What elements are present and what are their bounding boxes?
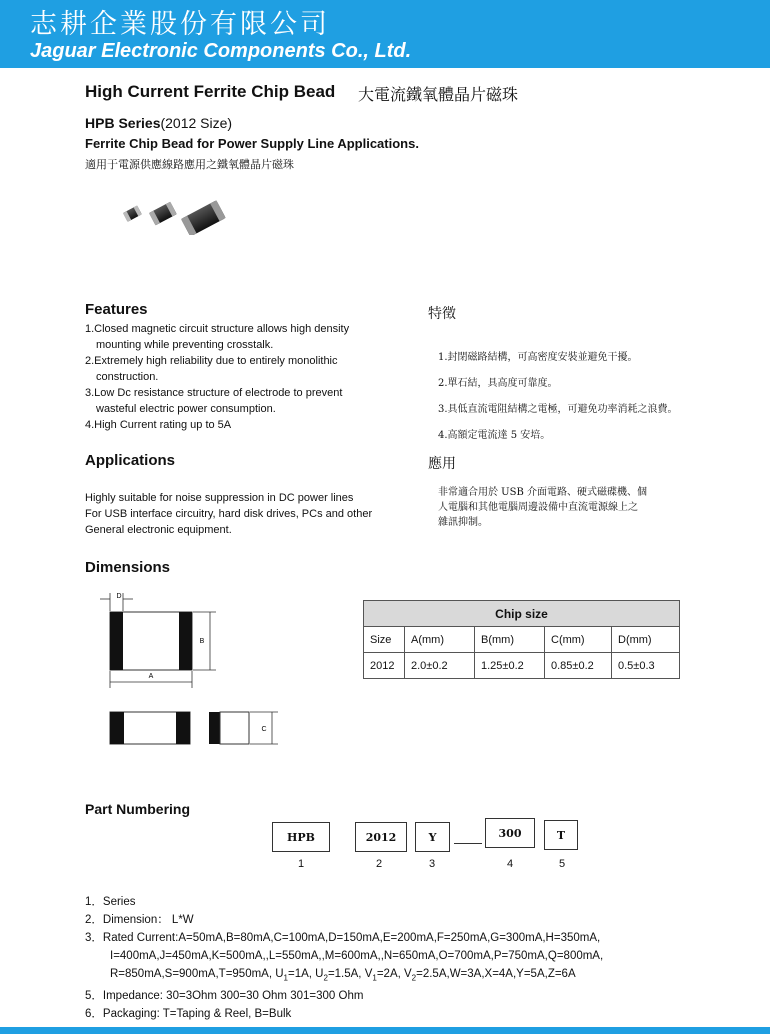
- pn-list-item: 5．Impedance: 30=3Ohm 300=30 Ohm 301=300 Ohm: [85, 990, 364, 1003]
- company-name-cn: 志耕企業股份有限公司: [30, 9, 330, 40]
- pn-number: 3: [428, 858, 436, 870]
- features-heading-cn: 特徵: [428, 306, 456, 322]
- table-cell: 1.25±0.2: [475, 653, 545, 679]
- table-cell: 2012: [364, 653, 405, 679]
- dim-label-c: C: [261, 726, 267, 733]
- table-cell: 0.5±0.3: [612, 653, 680, 679]
- chip-size-table: [363, 600, 680, 679]
- feature-item: 2.Extremely high reliability due to entirely monolithic construction.: [85, 355, 338, 383]
- dimension-diagram: [88, 585, 288, 755]
- pn-box-dimension: 2012: [355, 822, 407, 852]
- part-numbering-heading: Part Numbering: [85, 801, 191, 817]
- table-header-cell: C(mm): [545, 627, 612, 653]
- pn-number: 4: [506, 858, 514, 870]
- subtitle-cn: 適用于電源供應線路應用之鐵氧體晶片磁珠: [85, 158, 294, 171]
- applications-text-cn: 非常適合用於 USB 介面電路、硬式磁碟機、個 人電腦和其他電腦周邊設備中直流電源線上之 雜訊抑制。: [438, 487, 647, 528]
- table-title-row: [364, 601, 680, 627]
- applications-heading-cn: 應用: [428, 456, 456, 472]
- feature-item: 1.Closed magnetic circuit structure allows high density mounting while preventing crosstalk.: [85, 323, 350, 351]
- feature-item-cn: 1.封閉磁路結構，可高密度安裝並避免干擾。: [438, 352, 638, 363]
- page-title: High Current Ferrite Chip Bead: [85, 82, 336, 101]
- product-photo: [115, 185, 240, 235]
- features-heading: Features: [85, 301, 148, 318]
- pn-list-item: 6．Packaging: T=Taping & Reel, B=Bulk: [85, 1008, 292, 1021]
- pn-list-item: 2．Dimension： L*W: [85, 914, 194, 926]
- feature-item: 3.Low Dc resistance structure of electrode to prevent wasteful electric power consumption.: [85, 387, 343, 415]
- feature-item-cn: 3.具低直流電阻結構之電極，可避免功率消耗之浪費。: [438, 404, 678, 415]
- part-numbering-list: [85, 893, 603, 1023]
- table-header-cell: Size: [364, 627, 405, 653]
- dim-label-d: D: [116, 593, 122, 600]
- subtitle: Ferrite Chip Bead for Power Supply Line Applications.: [85, 136, 419, 151]
- pn-box-impedance: 300: [485, 818, 535, 848]
- footer-bar: [0, 1027, 770, 1034]
- pn-list-item: 3．Rated Current:A=50mA,B=80mA,C=100mA,D=150mA,E=200mA,F=250mA,G=300mA,H=350mA,: [85, 932, 601, 944]
- pn-number: 5: [558, 858, 566, 870]
- page-title-cn: 大電流鐵氧體晶片磁珠: [358, 85, 519, 104]
- dimensions-heading: Dimensions: [85, 559, 171, 576]
- series-title: HPB Series(2012 Size): [85, 115, 233, 131]
- company-name-en: Jaguar Electronic Components Co., Ltd.: [30, 40, 412, 62]
- table-header-row: [364, 627, 680, 653]
- feature-item: 4.High Current rating up to 5A: [85, 419, 232, 431]
- table-title: Chip size: [364, 601, 680, 627]
- table-cell: 0.85±0.2: [545, 653, 612, 679]
- pn-list-item: R=850mA,S=900mA,T=950mA, $U_1=1A$, $U_2=1.5A$, $V_1=2A$, $V_2=2.5A,W=3A,X=4A,Y=5A,Z=6A$: [110, 968, 576, 983]
- pn-box-series: HPB: [272, 822, 330, 852]
- dim-label-b: B: [199, 638, 205, 645]
- pn-dash: [454, 843, 482, 844]
- pn-number: 2: [375, 858, 383, 870]
- pn-number: 1: [297, 858, 305, 870]
- feature-item-cn: 2.單石結，具高度可靠度。: [438, 378, 558, 389]
- applications-text: Highly suitable for noise suppression in DC power lines For USB interface circuitry, hard disk drives, PCs and other General electronic equipment.: [85, 492, 373, 536]
- table-cell: 2.0±0.2: [405, 653, 475, 679]
- table-header-cell: A(mm): [405, 627, 475, 653]
- table-row: [364, 653, 680, 679]
- features-list: [85, 321, 385, 433]
- pn-box-packaging: T: [544, 820, 578, 850]
- table-header-cell: D(mm): [612, 627, 680, 653]
- table-header-cell: B(mm): [475, 627, 545, 653]
- pn-box-current: Y: [415, 822, 450, 852]
- pn-list-item: 1．Series: [85, 896, 136, 908]
- feature-item-cn: 4.高額定電流達 5 安培。: [438, 430, 551, 441]
- pn-list-item: I=400mA,J=450mA,K=500mA,,L=550mA,,M=600mA,,N=650mA,O=700mA,P=750mA,Q=800mA,: [110, 950, 604, 962]
- applications-heading: Applications: [85, 452, 176, 469]
- dim-label-a: A: [148, 673, 154, 680]
